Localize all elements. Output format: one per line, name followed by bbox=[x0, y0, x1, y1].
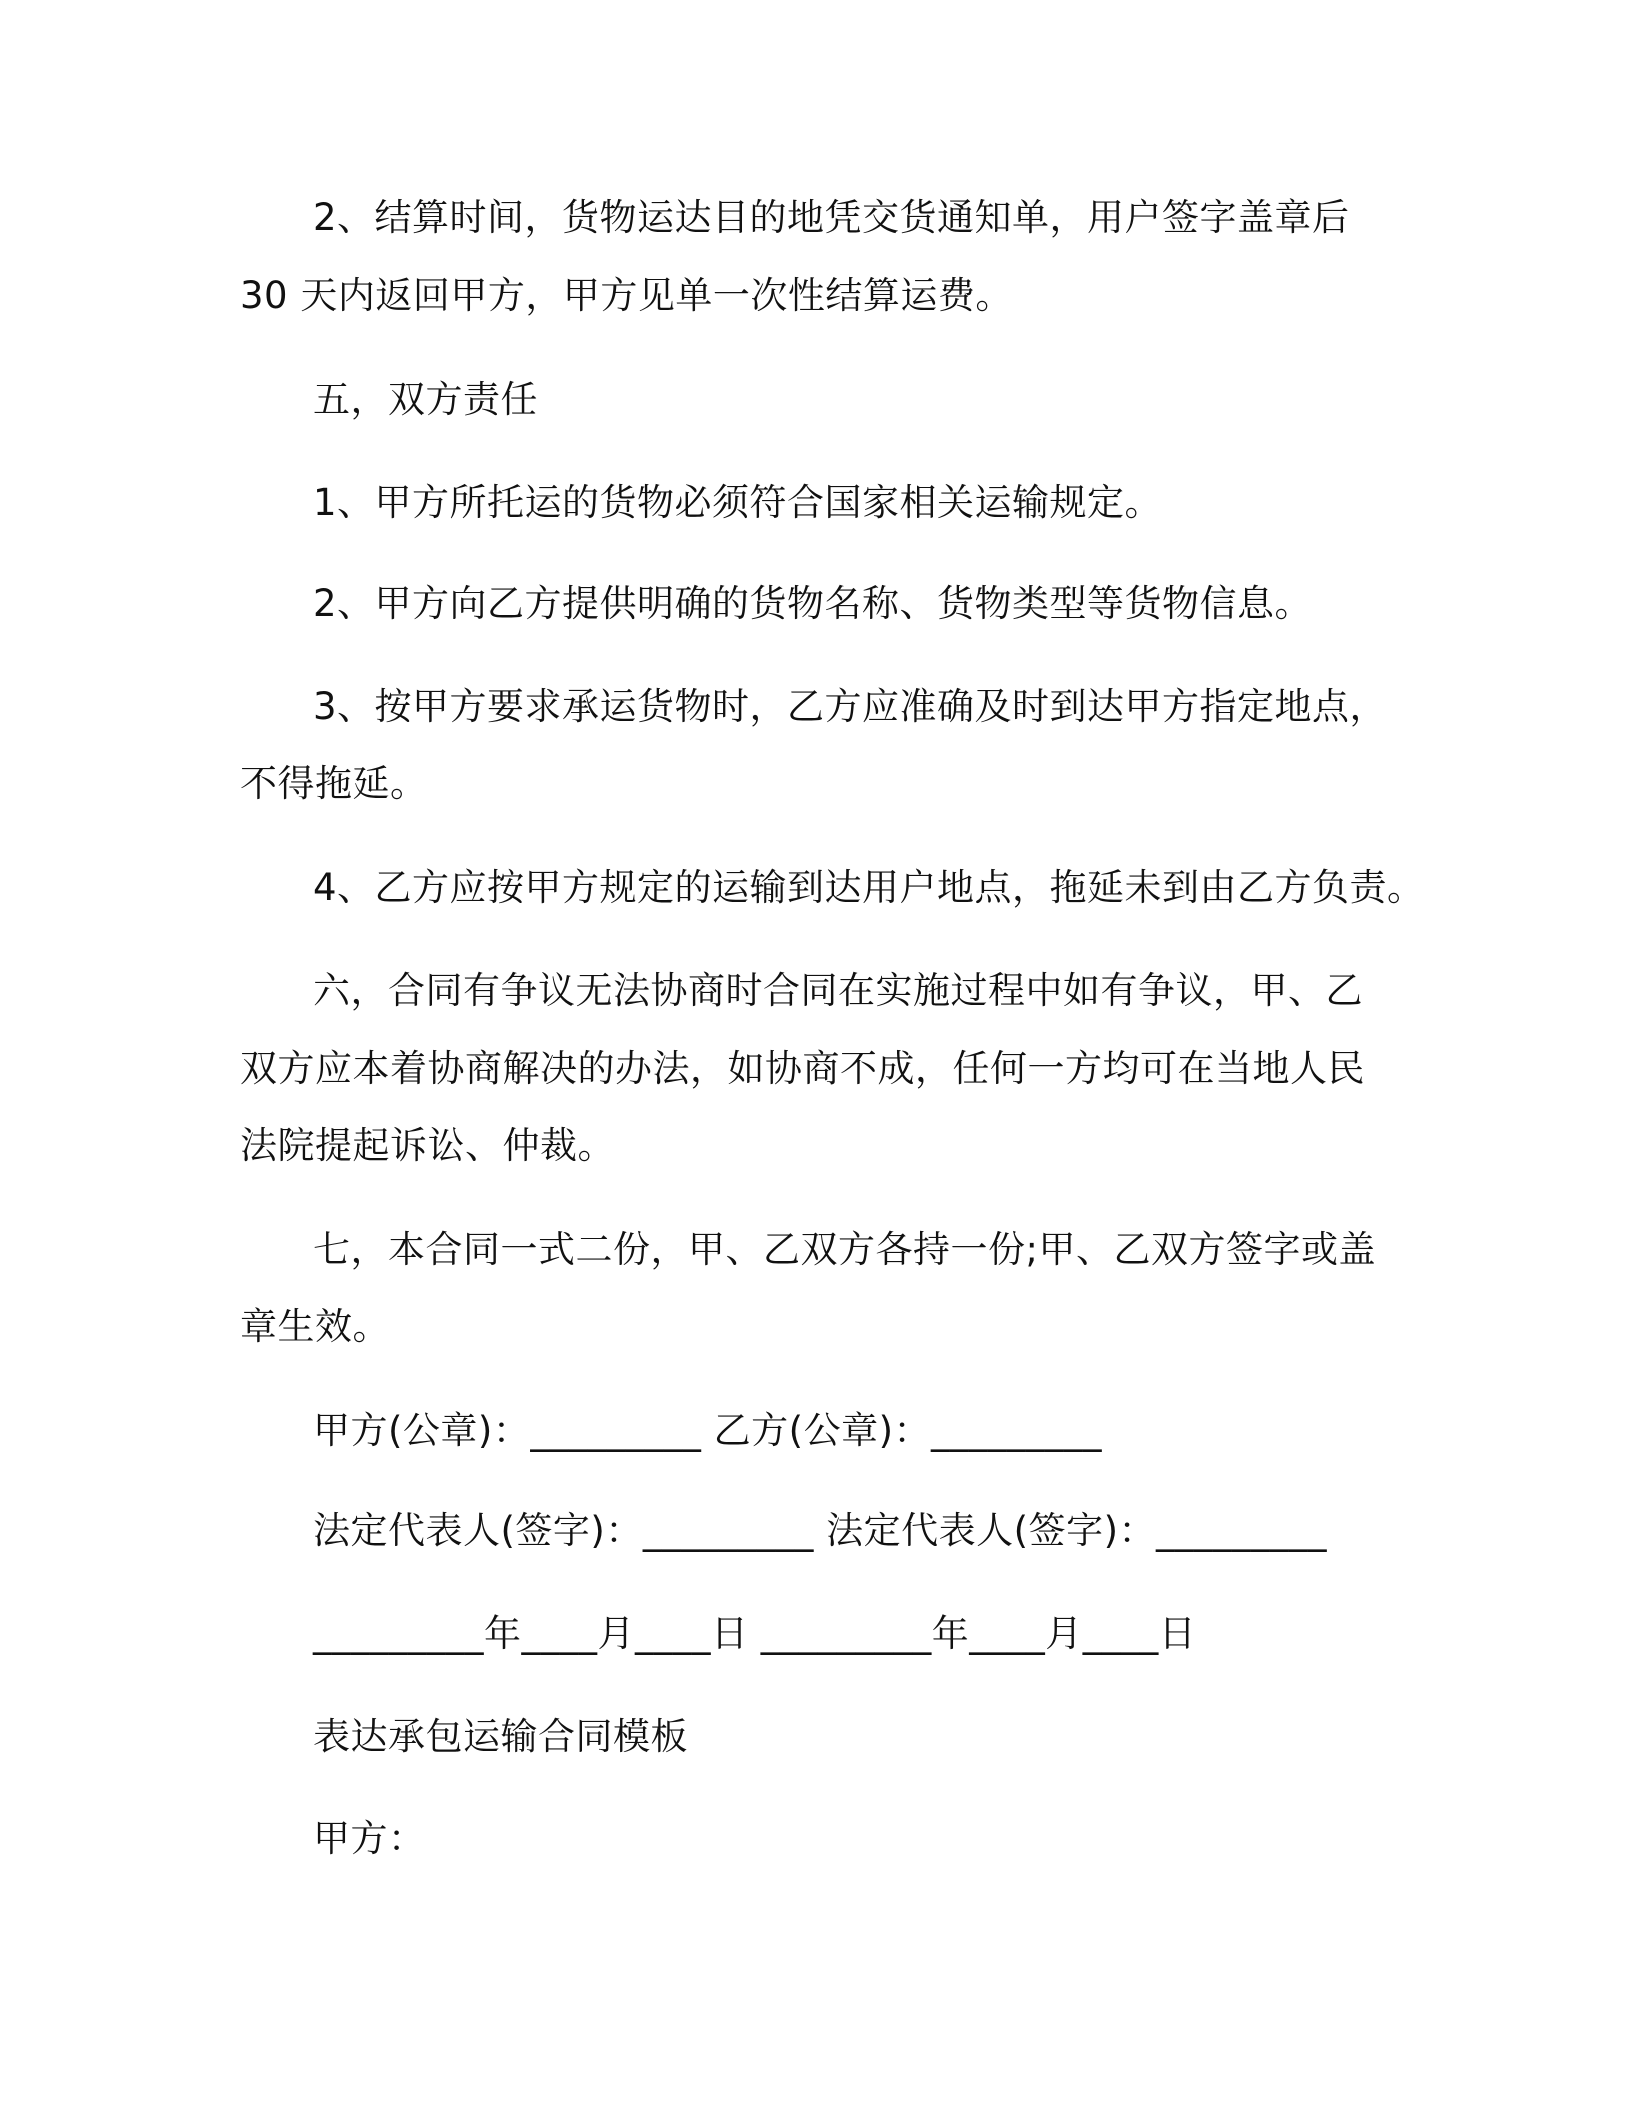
signature-representative-line: 法定代表人(签字)：_________ 法定代表人(签字)：_________ bbox=[313, 1509, 1328, 1552]
party-a-label: 甲方： bbox=[313, 1817, 426, 1860]
item-4-line1: 4、乙方应按甲方规定的运输到达用户地点，拖延未到由乙方负责。 bbox=[313, 866, 1425, 909]
item-2-line1: 2、甲方向乙方提供明确的货物名称、货物类型等货物信息。 bbox=[313, 582, 1313, 625]
section-seven-line2: 章生效。 bbox=[240, 1305, 390, 1348]
section-six-line2: 双方应本着协商解决的办法，如协商不成，任何一方均可在当地人民 bbox=[240, 1047, 1365, 1090]
section-six-line3: 法院提起诉讼、仲裁。 bbox=[240, 1124, 615, 1167]
item-1-line1: 1、甲方所托运的货物必须符合国家相关运输规定。 bbox=[313, 481, 1163, 524]
para-settlement-time-line1: 2、结算时间，货物运达目的地凭交货通知单，用户签字盖章后 bbox=[313, 196, 1350, 239]
section-heading-responsibilities: 五，双方责任 bbox=[313, 378, 538, 421]
para-settlement-time-line2: 30 天内返回甲方，甲方见单一次性结算运费。 bbox=[240, 274, 1013, 317]
signature-date-line: _________年____月____日 _________年____月____日 bbox=[313, 1612, 1197, 1655]
item-3-line1: 3、按甲方要求承运货物时，乙方应准确及时到达甲方指定地点， bbox=[313, 685, 1388, 728]
next-document-title: 表达承包运输合同模板 bbox=[313, 1715, 688, 1758]
section-seven-line1: 七，本合同一式二份，甲、乙双方各持一份;甲、乙双方签字或盖 bbox=[313, 1228, 1376, 1271]
section-six-line1: 六，合同有争议无法协商时合同在实施过程中如有争议，甲、乙 bbox=[313, 969, 1363, 1012]
item-3-line2: 不得拖延。 bbox=[240, 762, 428, 805]
signature-seal-line: 甲方(公章)：_________ 乙方(公章)：_________ bbox=[313, 1409, 1103, 1452]
